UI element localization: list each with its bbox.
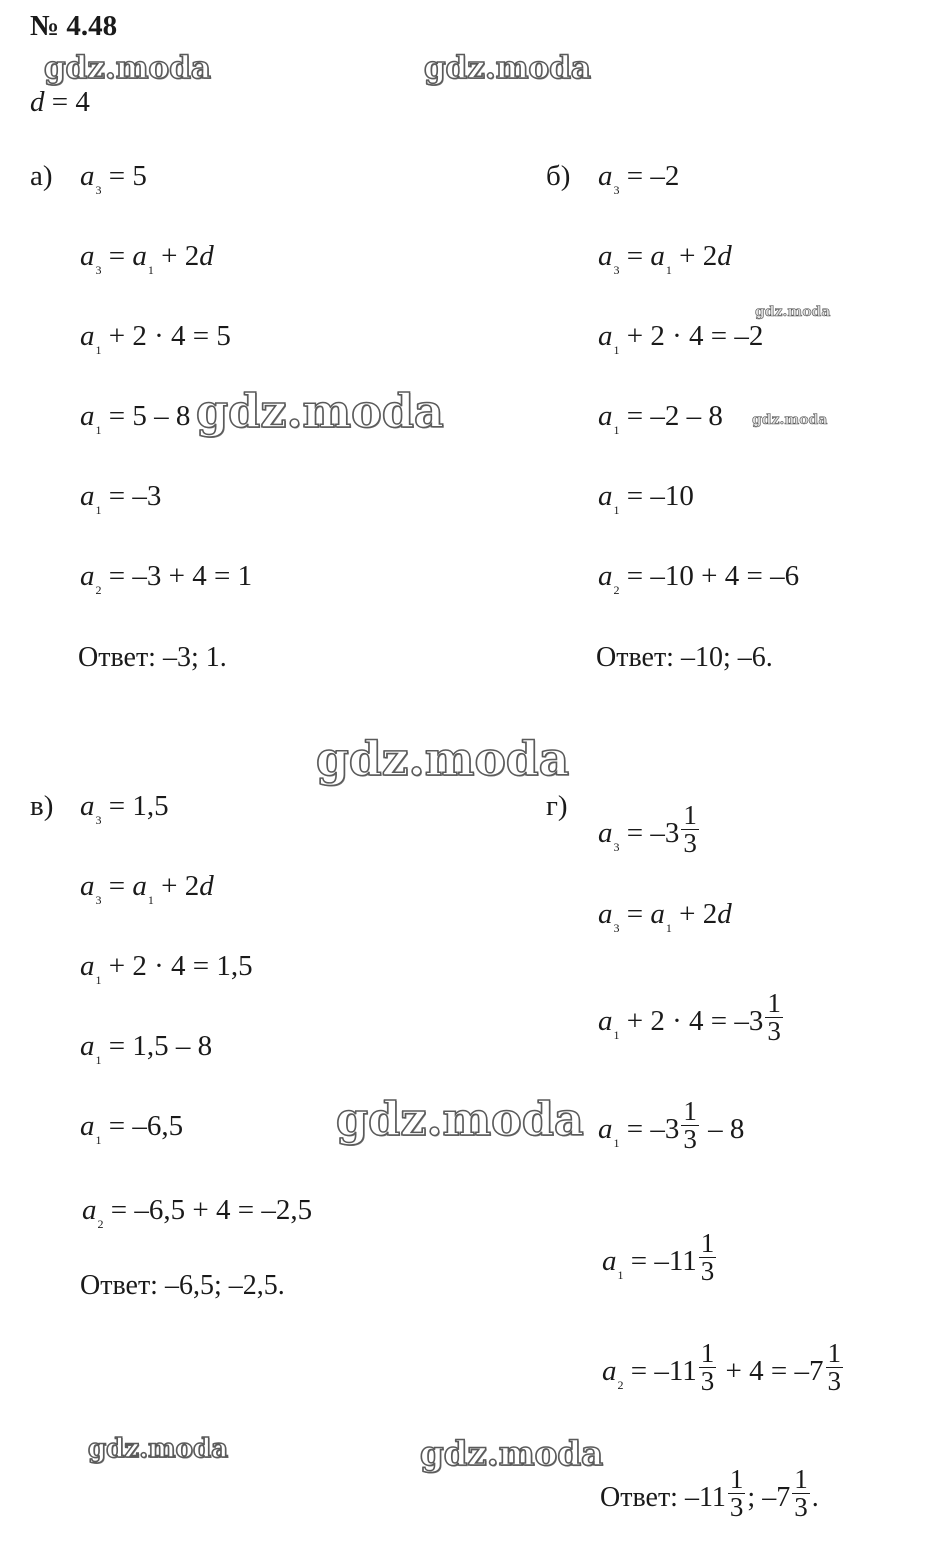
watermark-9: gdz.moda bbox=[420, 1434, 604, 1474]
problem-number: № 4.48 bbox=[30, 10, 118, 42]
fraction: $\frac{1}{3}$ bbox=[683, 800, 697, 858]
part-g-line-2: $a_3 = a_1 + 2d$ bbox=[598, 898, 732, 935]
fraction: $\frac{1}{3}$ bbox=[767, 988, 781, 1046]
part-a-answer: Ответ: –3; 1. bbox=[78, 642, 227, 673]
part-a-line-3: $a_1 + 2 \cdot 4 = 5$ bbox=[80, 320, 231, 357]
part-a-line-2: $a_3 = a_1 + 2d$ bbox=[80, 240, 214, 277]
part-b-line-6: $a_2 = -10 + 4 = -6$ bbox=[598, 560, 800, 597]
watermark-5: gdz.moda bbox=[752, 412, 828, 428]
part-g-line-5: $a_1 = -11$ $\frac{1}{3}$ bbox=[602, 1228, 715, 1286]
watermark-3: gdz.moda bbox=[196, 384, 444, 438]
part-g-line-4: $a_1 = -3$ $\frac{1}{3}$ – 8 bbox=[598, 1096, 745, 1154]
part-b-line-5: $a_1 = -10$ bbox=[598, 480, 694, 517]
fraction: $\frac{1}{3}$ bbox=[683, 1096, 697, 1154]
fraction: $\frac{1}{3}$ bbox=[827, 1338, 841, 1396]
part-b-line-1: $a_3 = -2$ bbox=[598, 160, 680, 197]
part-a-label: а) bbox=[30, 160, 53, 192]
fraction: $\frac{1}{3}$ bbox=[729, 1464, 744, 1522]
watermark-4: gdz.moda bbox=[755, 304, 831, 320]
watermark-6: gdz.moda bbox=[316, 732, 570, 787]
part-v-line-6: $a_2 = -6,5 + 4 = -2,5$ bbox=[82, 1194, 313, 1231]
part-g-line-1: $a_3 = -3$ $\frac{1}{3}$ bbox=[598, 800, 697, 858]
fraction: $\frac{1}{3}$ bbox=[700, 1338, 715, 1396]
part-a-line-5: $a_1 = -3$ bbox=[80, 480, 162, 517]
part-a-line-6: $a_2 = -3 + 4 = 1$ bbox=[80, 560, 253, 597]
part-v-line-2: $a_3 = a_1 + 2d$ bbox=[80, 870, 214, 907]
part-g-line-3: $a_1 + 2 \cdot 4 = -3$ $\frac{1}{3}$ bbox=[598, 988, 781, 1046]
part-v-line-1: $a_3 = 1,5$ bbox=[80, 790, 169, 827]
part-b-label: б) bbox=[546, 160, 571, 192]
part-v-answer: Ответ: –6,5; –2,5. bbox=[80, 1270, 285, 1301]
part-b-line-4: $a_1 = -2 - 8$ bbox=[598, 400, 723, 437]
watermark-1: gdz.moda bbox=[44, 50, 211, 86]
given-condition: d = 4 bbox=[30, 86, 90, 118]
part-v-line-3: $a_1 + 2 \cdot 4 = 1,5$ bbox=[80, 950, 253, 987]
fraction: $\frac{1}{3}$ bbox=[794, 1464, 808, 1522]
part-v-line-5: $a_1 = -6,5$ bbox=[80, 1110, 184, 1147]
part-a-line-4: $a_1 = 5 - 8$ bbox=[80, 400, 191, 437]
watermark-2: gdz.moda bbox=[424, 50, 591, 86]
part-v-line-4: $a_1 = 1,5 - 8$ bbox=[80, 1030, 213, 1067]
part-g-label: г) bbox=[546, 790, 568, 822]
part-g-line-6: $a_2 = -11$ $\frac{1}{3}$ + 4 = –7 $\frac{1}{3}$ bbox=[602, 1338, 841, 1396]
part-a-line-1: $a_3 = 5$ bbox=[80, 160, 147, 197]
part-b-line-2: $a_3 = a_1 + 2d$ bbox=[598, 240, 732, 277]
part-b-line-3: $a_1 + 2 \cdot 4 = -2$ bbox=[598, 320, 764, 357]
fraction: $\frac{1}{3}$ bbox=[700, 1228, 715, 1286]
part-v-label: в) bbox=[30, 790, 54, 822]
part-g-answer: Ответ: –11 $\frac{1}{3}$ ; –7 $\frac{1}{3}$ . bbox=[600, 1464, 819, 1522]
watermark-7: gdz.moda bbox=[336, 1092, 584, 1146]
watermark-8: gdz.moda bbox=[88, 1434, 229, 1464]
part-b-answer: Ответ: –10; –6. bbox=[596, 642, 773, 673]
